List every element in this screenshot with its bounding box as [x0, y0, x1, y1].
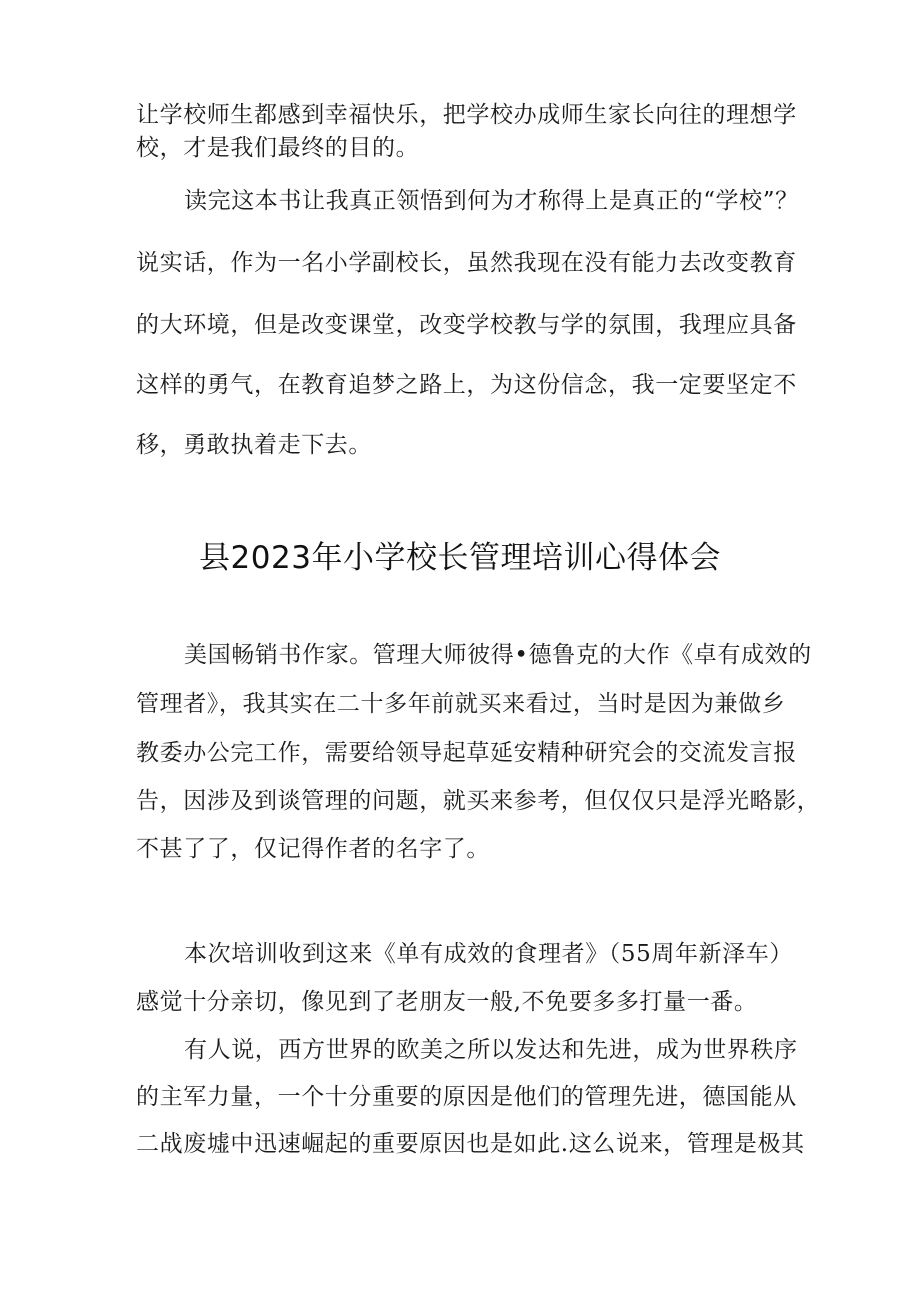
- text-line: 说实话，作为一名小学副校长，虽然我现在没有能力去改变教育: [136, 250, 797, 276]
- text-line: 管理者》，我其实在二十多年前就买来看过，当时是因为兼做乡: [136, 691, 786, 717]
- text-line: 有人说，西方世界的欧美之所以发达和先进，成为世界秩序: [184, 1037, 798, 1063]
- text-line: 告，因涉及到谈管理的问题，就买来参考，但仅仅只是浮光略影，: [136, 788, 821, 814]
- text-line: 这样的勇气，在教育追梦之路上，为这份信念，我一定要坚定不: [136, 372, 797, 398]
- text-line: 的大环境，但是改变课堂，改变学校教与学的氛围，我理应具备: [136, 312, 797, 338]
- text-line: 不甚了了，仅记得作者的名字了。: [136, 836, 490, 862]
- text-line: 美国畅销书作家。管理大师彼得•德鲁克的大作《卓有成效的: [184, 642, 812, 668]
- text-line: 教委办公完工作，需要给领导起草延安精种研究会的交流发言报: [136, 740, 797, 766]
- text-line: 本次培训收到这来《单有成效的食理者》（55周年新泽车）: [184, 941, 793, 967]
- text-line: 读完这本书让我真正领悟到何为才称得上是真正的“学校”？: [184, 188, 799, 214]
- text-line: 校，才是我们最终的目的。: [136, 135, 420, 161]
- text-line: 的主军力量，一个十分重要的原因是他们的管理先进，德国能从: [136, 1084, 797, 1110]
- section-title: 县2023年小学校长管理培训心得体会: [199, 540, 721, 576]
- text-line: 移，勇敢执着走下去。: [136, 432, 372, 458]
- text-line: 感觉十分亲切，像见到了老朋友一般,不免要多多打量一番。: [136, 989, 758, 1015]
- text-line: 二战废墟中迅速崛起的重要原因也是如此.这么说来，管理是极其: [136, 1131, 805, 1157]
- text-line: 让学校师生都感到幸福快乐，把学校办成师生家长向往的理想学: [136, 102, 797, 128]
